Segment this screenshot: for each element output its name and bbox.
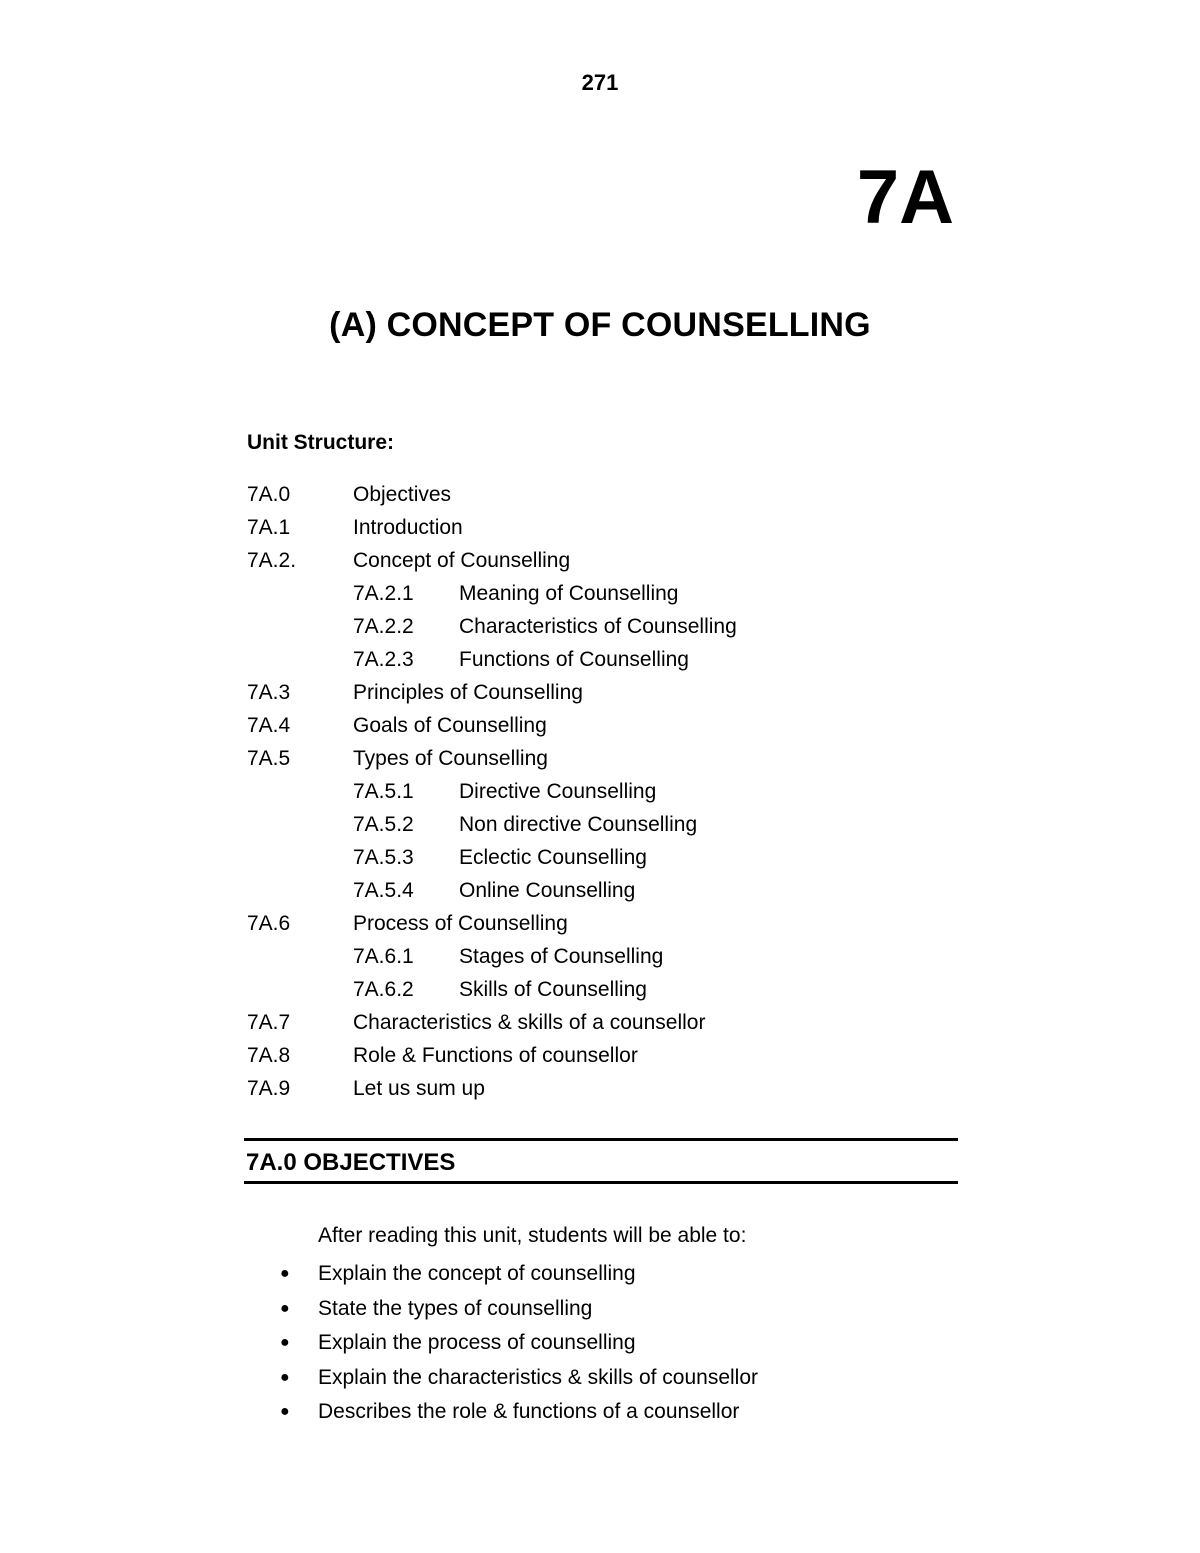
toc-item bbox=[247, 742, 737, 775]
toc-item bbox=[247, 478, 737, 511]
toc-item bbox=[247, 1072, 737, 1105]
toc-item bbox=[247, 511, 737, 544]
toc-item-label: Non directive Counselling bbox=[459, 813, 698, 836]
toc-item-label: Concept of Counselling bbox=[353, 549, 571, 572]
toc-item-number: 7A.5.3 bbox=[353, 846, 414, 869]
toc-item-number: 7A.4 bbox=[247, 714, 291, 737]
toc-item-label: Let us sum up bbox=[353, 1077, 485, 1100]
toc-item-number: 7A.5.1 bbox=[353, 780, 414, 803]
objective-text: Explain the concept of counselling bbox=[318, 1262, 636, 1285]
objective-text: Describes the role & functions of a counsellor bbox=[318, 1400, 740, 1423]
toc-item-number: 7A.7 bbox=[247, 1011, 291, 1034]
objectives-intro: After reading this unit, students will be able to: bbox=[318, 1224, 747, 1247]
objective-text: Explain the process of counselling bbox=[318, 1331, 636, 1354]
toc-item-number: 7A.6.1 bbox=[353, 945, 414, 968]
toc-item-label: Skills of Counselling bbox=[459, 978, 647, 1001]
toc-item-label: Introduction bbox=[353, 516, 463, 539]
toc-subitem bbox=[247, 577, 737, 610]
toc-item-number: 7A.2.1 bbox=[353, 582, 414, 605]
toc-item-label: Goals of Counselling bbox=[353, 714, 547, 737]
chapter-number: 7A bbox=[856, 155, 954, 240]
bullet-icon: ● bbox=[280, 1403, 290, 1420]
objective-text: State the types of counselling bbox=[318, 1296, 593, 1320]
objectives-heading: 7A.0 OBJECTIVES bbox=[246, 1149, 456, 1176]
objective-item bbox=[280, 1326, 758, 1361]
toc-item-label: Eclectic Counselling bbox=[459, 846, 647, 869]
toc-item-label: Principles of Counselling bbox=[353, 681, 583, 704]
toc-item-label: Meaning of Counselling bbox=[459, 582, 679, 605]
unit-structure-heading: Unit Structure: bbox=[247, 431, 394, 454]
bullet-icon: ● bbox=[280, 1334, 290, 1351]
bullet-icon: ● bbox=[280, 1368, 290, 1386]
toc-item-number: 7A.6.2 bbox=[353, 978, 414, 1001]
toc-item-number: 7A.5.2 bbox=[353, 813, 414, 836]
bullet-icon: ● bbox=[280, 1299, 290, 1317]
objectives-heading-bar bbox=[244, 1138, 958, 1184]
toc-item-number: 7A.5.4 bbox=[353, 879, 414, 902]
toc-item-label: Stages of Counselling bbox=[459, 945, 664, 968]
objective-item bbox=[280, 1395, 758, 1430]
toc-subitem bbox=[247, 808, 737, 841]
toc-subitem bbox=[247, 610, 737, 643]
toc-item-label: Role & Functions of counsellor bbox=[353, 1044, 638, 1067]
toc-item-number: 7A.3 bbox=[247, 681, 291, 704]
toc-item-number: 7A.0 bbox=[247, 483, 291, 506]
chapter-title: (A) CONCEPT OF COUNSELLING bbox=[329, 306, 871, 344]
toc-item bbox=[247, 709, 737, 742]
toc-item bbox=[247, 907, 737, 940]
toc-item-label: Characteristics & skills of a counsellor bbox=[353, 1011, 706, 1034]
objective-item bbox=[280, 1361, 758, 1396]
toc-item-number: 7A.2.3 bbox=[353, 648, 414, 671]
toc-item bbox=[247, 1039, 737, 1072]
toc-subitem bbox=[247, 874, 737, 907]
toc-subitem bbox=[247, 643, 737, 676]
toc-item-number: 7A.2. bbox=[247, 549, 297, 572]
bullet-icon: ● bbox=[280, 1265, 290, 1282]
toc-item-label: Online Counselling bbox=[459, 879, 636, 902]
toc-item-number: 7A.9 bbox=[247, 1077, 291, 1100]
toc-item-number: 7A.5 bbox=[247, 747, 291, 770]
toc-item-label: Process of Counselling bbox=[353, 912, 568, 935]
toc-item-number: 7A.2.2 bbox=[353, 615, 414, 638]
toc-item-label: Objectives bbox=[353, 483, 452, 506]
toc-subitem bbox=[247, 775, 737, 808]
toc-item bbox=[247, 676, 737, 709]
objective-item bbox=[280, 1292, 758, 1327]
toc-item-number: 7A.1 bbox=[247, 516, 291, 539]
toc-subitem bbox=[247, 841, 737, 874]
toc-item bbox=[247, 544, 737, 577]
objectives-list bbox=[280, 1257, 758, 1430]
unit-structure-list bbox=[247, 478, 737, 1105]
toc-subitem bbox=[247, 940, 737, 973]
toc-item bbox=[247, 1006, 737, 1039]
toc-item-label: Directive Counselling bbox=[459, 780, 657, 803]
toc-item-label: Functions of Counselling bbox=[459, 648, 689, 671]
objective-text: Explain the characteristics & skills of counsellor bbox=[318, 1365, 759, 1389]
toc-item-number: 7A.8 bbox=[247, 1044, 291, 1067]
toc-subitem bbox=[247, 973, 737, 1006]
toc-item-label: Types of Counselling bbox=[353, 747, 548, 770]
objective-item bbox=[280, 1257, 758, 1292]
page-number: 271 bbox=[581, 70, 619, 95]
toc-item-label: Characteristics of Counselling bbox=[459, 615, 737, 638]
toc-item-number: 7A.6 bbox=[247, 912, 291, 935]
